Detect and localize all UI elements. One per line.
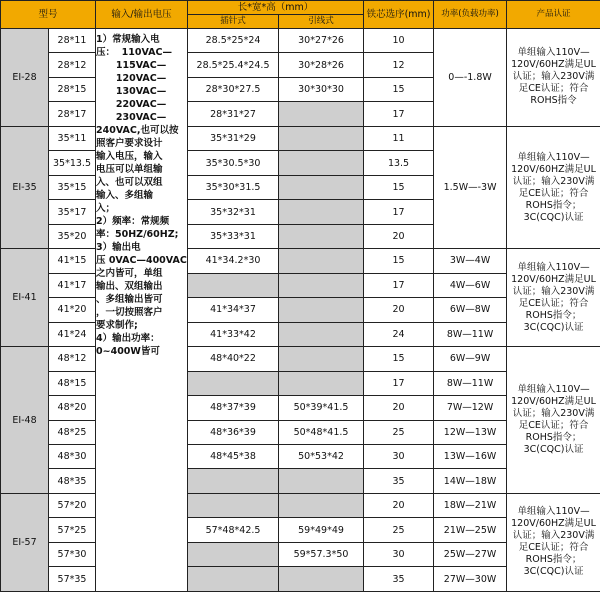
model-cell: 48*20 xyxy=(49,396,96,420)
header-core: 铁芯选序(mm) xyxy=(364,1,434,29)
voltage-note-line: 输入电压，输入 xyxy=(96,151,163,162)
lead-size-cell xyxy=(279,102,364,126)
core-cell: 10 xyxy=(364,29,434,53)
lead-size-cell: 50*39*41.5 xyxy=(279,396,364,420)
pin-size-cell xyxy=(188,469,279,493)
series-label: EI-35 xyxy=(1,126,49,248)
voltage-note-line: 4）输出功率： xyxy=(96,333,160,344)
core-cell: 17 xyxy=(364,200,434,224)
core-cell: 20 xyxy=(364,298,434,322)
power-cell: 8W—11W xyxy=(434,322,507,346)
voltage-note-line: 入； xyxy=(96,203,116,214)
header-model: 型号 xyxy=(1,1,96,29)
core-cell: 20 xyxy=(364,224,434,248)
core-cell: 15 xyxy=(364,249,434,273)
series-label: EI-57 xyxy=(1,493,49,591)
voltage-note-line: 要求制作; xyxy=(96,320,138,331)
cert-cell: 单组输入110V—120V/60HZ满足UL认证；输入230V满足CE认证；符合ROHS指令 xyxy=(507,29,600,127)
model-cell: 57*35 xyxy=(49,567,96,591)
voltage-note-line: ，一切按照客户 xyxy=(96,307,163,318)
pin-size-cell: 35*33*31 xyxy=(188,224,279,248)
model-cell: 35*20 xyxy=(49,224,96,248)
model-cell: 48*12 xyxy=(49,347,96,371)
power-cell: 25W—27W xyxy=(434,542,507,566)
model-cell: 41*15 xyxy=(49,249,96,273)
lead-size-cell xyxy=(279,126,364,150)
lead-size-cell: 50*53*42 xyxy=(279,444,364,468)
pin-size-cell: 41*34*37 xyxy=(188,298,279,322)
pin-size-cell: 28.5*25.4*24.5 xyxy=(188,53,279,77)
power-cell: 8W—11W xyxy=(434,371,507,395)
model-cell: 35*11 xyxy=(49,126,96,150)
cert-cell: 单组输入110V—120V/60HZ满足UL认证；输入230V满足CE认证；符合ROHS指令；3C(CQC)认证 xyxy=(507,126,600,248)
power-cell: 3W—4W xyxy=(434,249,507,273)
model-cell: 48*35 xyxy=(49,469,96,493)
pin-size-cell xyxy=(188,371,279,395)
pin-size-cell xyxy=(188,273,279,297)
core-cell: 25 xyxy=(364,420,434,444)
core-cell: 17 xyxy=(364,371,434,395)
voltage-note-line: 输入、多组输 xyxy=(96,190,154,201)
pin-size-cell xyxy=(188,493,279,517)
pin-size-cell: 35*30.5*30 xyxy=(188,151,279,175)
header-power: 功率(负载功率) xyxy=(434,1,507,29)
core-cell: 20 xyxy=(364,493,434,517)
cert-cell: 单组输入110V—120V/60HZ满足UL认证；输入230V满足CE认证；符合ROHS指令；3C(CQC)认证 xyxy=(507,493,600,591)
voltage-note-line: 220VAC— xyxy=(96,99,167,110)
lead-size-cell xyxy=(279,249,364,273)
model-cell: 28*17 xyxy=(49,102,96,126)
pin-size-cell: 48*36*39 xyxy=(188,420,279,444)
header-pin: 插针式 xyxy=(188,15,279,29)
core-cell: 15 xyxy=(364,77,434,101)
lead-size-cell xyxy=(279,151,364,175)
voltage-note-line: 电压可以单组输 xyxy=(96,164,163,175)
pin-size-cell: 41*34.2*30 xyxy=(188,249,279,273)
power-cell: 18W—21W xyxy=(434,493,507,517)
voltage-note-line: 照客户要求设计 xyxy=(96,138,163,149)
core-cell: 17 xyxy=(364,102,434,126)
cert-cell: 单组输入110V—120V/60HZ满足UL认证；输入230V满足CE认证；符合ROHS指令；3C(CQC)认证 xyxy=(507,249,600,347)
pin-size-cell: 57*48*42.5 xyxy=(188,518,279,542)
model-cell: 28*11 xyxy=(49,29,96,53)
lead-size-cell xyxy=(279,493,364,517)
header-lead: 引线式 xyxy=(279,15,364,29)
core-cell: 17 xyxy=(364,273,434,297)
lead-size-cell: 59*57.3*50 xyxy=(279,542,364,566)
voltage-note-line: 115VAC— xyxy=(96,60,167,71)
table-row xyxy=(1,249,600,273)
core-cell: 35 xyxy=(364,469,434,493)
core-cell: 35 xyxy=(364,567,434,591)
voltage-note-line: 压 0VAC—400VAC xyxy=(96,255,187,266)
voltage-note-line: 120VAC— xyxy=(96,73,167,84)
lead-size-cell xyxy=(279,371,364,395)
model-cell: 35*13.5 xyxy=(49,151,96,175)
model-cell: 41*17 xyxy=(49,273,96,297)
power-cell: 4W—6W xyxy=(434,273,507,297)
voltage-note-line: 1）常规输入电 xyxy=(96,34,160,45)
model-cell: 48*25 xyxy=(49,420,96,444)
series-label: EI-41 xyxy=(1,249,49,347)
model-cell: 57*20 xyxy=(49,493,96,517)
table-row xyxy=(1,493,600,517)
series-label: EI-48 xyxy=(1,347,49,494)
lead-size-cell xyxy=(279,175,364,199)
lead-size-cell: 59*49*49 xyxy=(279,518,364,542)
pin-size-cell: 35*30*31.5 xyxy=(188,175,279,199)
model-cell: 28*12 xyxy=(49,53,96,77)
pin-size-cell: 28*31*27 xyxy=(188,102,279,126)
core-cell: 12 xyxy=(364,53,434,77)
voltage-note xyxy=(96,29,188,592)
core-cell: 30 xyxy=(364,444,434,468)
header-size: 长*宽*高（mm） xyxy=(188,1,364,15)
table-row xyxy=(1,347,600,371)
lead-size-cell xyxy=(279,469,364,493)
lead-size-cell: 30*27*26 xyxy=(279,29,364,53)
lead-size-cell xyxy=(279,347,364,371)
power-cell: 6W—9W xyxy=(434,347,507,371)
core-cell: 24 xyxy=(364,322,434,346)
power-cell: 27W—30W xyxy=(434,567,507,591)
pin-size-cell xyxy=(188,542,279,566)
voltage-note-line: 入、也可以双组 xyxy=(96,177,163,188)
voltage-note-line: 240VAC,也可以按 xyxy=(96,125,179,136)
voltage-note-line: 输出、双组输出 xyxy=(96,281,163,292)
series-label: EI-28 xyxy=(1,29,49,127)
model-cell: 57*25 xyxy=(49,518,96,542)
core-cell: 30 xyxy=(364,542,434,566)
model-cell: 28*15 xyxy=(49,77,96,101)
pin-size-cell: 48*45*38 xyxy=(188,444,279,468)
model-cell: 48*15 xyxy=(49,371,96,395)
core-cell: 11 xyxy=(364,126,434,150)
lead-size-cell xyxy=(279,567,364,591)
table-row xyxy=(1,29,600,53)
pin-size-cell: 41*33*42 xyxy=(188,322,279,346)
power-cell: 13W—16W xyxy=(434,444,507,468)
cert-cell: 单组输入110V—120V/60HZ满足UL认证；输入230V满足CE认证；符合ROHS指令；3C(CQC)认证 xyxy=(507,347,600,494)
model-cell: 41*20 xyxy=(49,298,96,322)
lead-size-cell xyxy=(279,298,364,322)
core-cell: 20 xyxy=(364,396,434,420)
lead-size-cell: 30*30*30 xyxy=(279,77,364,101)
pin-size-cell: 48*37*39 xyxy=(188,396,279,420)
power-cell: 12W—13W xyxy=(434,420,507,444)
voltage-note-line: 率：50HZ/60HZ; xyxy=(96,229,179,240)
voltage-note-line: 2）频率：常规频 xyxy=(96,216,170,227)
core-cell: 13.5 xyxy=(364,151,434,175)
spec-table-body xyxy=(1,29,600,592)
lead-size-cell xyxy=(279,224,364,248)
lead-size-cell xyxy=(279,200,364,224)
model-cell: 41*24 xyxy=(49,322,96,346)
power-cell: 7W—12W xyxy=(434,396,507,420)
pin-size-cell xyxy=(188,567,279,591)
pin-size-cell: 35*32*31 xyxy=(188,200,279,224)
lead-size-cell: 30*28*26 xyxy=(279,53,364,77)
lead-size-cell: 50*48*41.5 xyxy=(279,420,364,444)
power-cell: 1.5W—-3W xyxy=(434,126,507,248)
voltage-note-line: 、多组输出皆可 xyxy=(96,294,163,305)
voltage-note-line: 3）输出电 xyxy=(96,242,141,253)
power-cell: 14W—18W xyxy=(434,469,507,493)
header-voltage: 输入/输出电压 xyxy=(96,1,188,29)
model-cell: 48*30 xyxy=(49,444,96,468)
core-cell: 25 xyxy=(364,518,434,542)
lead-size-cell xyxy=(279,322,364,346)
voltage-note-line: 之内皆可，单组 xyxy=(96,268,163,279)
model-cell: 57*30 xyxy=(49,542,96,566)
voltage-note-line: 压： 110VAC— xyxy=(96,47,172,58)
voltage-note-line: 130VAC— xyxy=(96,86,167,97)
voltage-note-line: 0~400W皆可 xyxy=(96,346,160,357)
voltage-note-line: 230VAC— xyxy=(96,112,167,123)
lead-size-cell xyxy=(279,273,364,297)
model-cell: 35*17 xyxy=(49,200,96,224)
core-cell: 15 xyxy=(364,175,434,199)
header-cert: 产品认证 xyxy=(507,1,600,29)
pin-size-cell: 28*30*27.5 xyxy=(188,77,279,101)
model-cell: 35*15 xyxy=(49,175,96,199)
pin-size-cell: 28.5*25*24 xyxy=(188,29,279,53)
pin-size-cell: 48*40*22 xyxy=(188,347,279,371)
power-cell: 21W—25W xyxy=(434,518,507,542)
core-cell: 15 xyxy=(364,347,434,371)
power-cell: 6W—8W xyxy=(434,298,507,322)
pin-size-cell: 35*31*29 xyxy=(188,126,279,150)
table-row xyxy=(1,126,600,150)
power-cell: 0—-1.8W xyxy=(434,29,507,127)
